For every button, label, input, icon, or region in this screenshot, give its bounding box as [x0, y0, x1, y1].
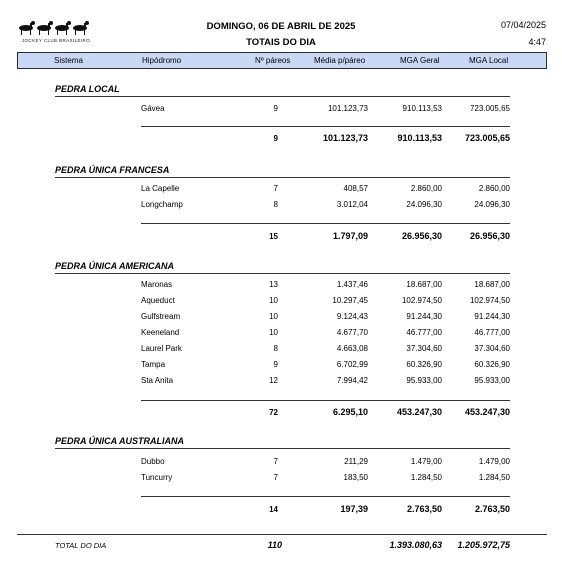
- section-divider: [55, 273, 510, 274]
- row-pareos: 10: [269, 312, 278, 321]
- row-pareos: 8: [273, 200, 278, 209]
- row-mga-geral: 46.777,00: [406, 328, 442, 337]
- subtotal-divider: [141, 496, 510, 497]
- subtotal-mga-local: 453.247,30: [464, 407, 510, 417]
- col-media: Média p/páreo: [314, 56, 366, 65]
- subtotal-media: 197,39: [340, 504, 368, 514]
- row-pareos: 10: [269, 328, 278, 337]
- section-title: PEDRA ÚNICA AMERICANA: [55, 261, 174, 271]
- row-media: 9.124,43: [336, 312, 368, 321]
- row-media: 10.297,45: [332, 296, 368, 305]
- subtotal-mga-local: 723.005,65: [464, 133, 510, 143]
- row-mga-geral: 91.244,30: [406, 312, 442, 321]
- row-mga-geral: 95.933,00: [406, 376, 442, 385]
- row-media: 4.663,08: [336, 344, 368, 353]
- row-mga-geral: 102.974,50: [401, 296, 442, 305]
- section-divider: [55, 448, 510, 449]
- subtotal-mga-geral: 453.247,30: [396, 407, 442, 417]
- total-label: TOTAL DO DIA: [55, 541, 107, 550]
- section-title: PEDRA ÚNICA FRANCESA: [55, 165, 170, 175]
- row-hipodromo: Longchamp: [141, 200, 183, 209]
- row-media: 211,29: [344, 457, 368, 466]
- row-pareos: 7: [273, 473, 278, 482]
- row-pareos: 7: [273, 457, 278, 466]
- row-mga-local: 723.005,65: [469, 104, 510, 113]
- subtotal-media: 101.123,73: [322, 133, 368, 143]
- section-divider: [55, 96, 510, 97]
- row-mga-local: 46.777,00: [474, 328, 510, 337]
- report-subtitle: TOTAIS DO DIA: [246, 37, 316, 48]
- total-mga-local: 1.205.972,75: [457, 540, 510, 550]
- row-hipodromo: Gulfstream: [141, 312, 181, 321]
- total-mga-geral: 1.393.080,63: [389, 540, 442, 550]
- subtotal-media: 1.797,09: [332, 231, 368, 241]
- row-mga-geral: 24.096,30: [406, 200, 442, 209]
- subtotal-pareos: 9: [273, 134, 278, 143]
- row-pareos: 7: [273, 184, 278, 193]
- section-title: PEDRA LOCAL: [55, 84, 120, 94]
- row-hipodromo: Sta Anita: [141, 376, 174, 385]
- row-hipodromo: Laurel Park: [141, 344, 182, 353]
- row-mga-local: 2.860,00: [478, 184, 510, 193]
- row-media: 1.437,46: [336, 280, 368, 289]
- row-mga-geral: 18.687,00: [406, 280, 442, 289]
- col-pareos: Nº páreos: [255, 56, 291, 65]
- row-mga-local: 37.304,60: [474, 344, 510, 353]
- subtotal-pareos: 14: [269, 505, 278, 514]
- row-mga-geral: 37.304,60: [406, 344, 442, 353]
- row-pareos: 10: [269, 296, 278, 305]
- row-media: 183,50: [343, 473, 368, 482]
- row-mga-geral: 1.479,00: [410, 457, 442, 466]
- row-hipodromo: Aqueduct: [141, 296, 175, 305]
- subtotal-mga-geral: 2.763,50: [406, 504, 442, 514]
- row-hipodromo: Dubbo: [141, 457, 165, 466]
- row-media: 4.677,70: [336, 328, 368, 337]
- report-time: 4:47: [528, 37, 546, 47]
- subtotal-divider: [141, 223, 510, 224]
- row-hipodromo: Keeneland: [141, 328, 180, 337]
- row-mga-geral: 2.860,00: [410, 184, 442, 193]
- col-sistema: Sistema: [54, 56, 83, 65]
- row-media: 408,57: [343, 184, 368, 193]
- subtotal-pareos: 15: [269, 232, 278, 241]
- section-title: PEDRA ÚNICA AUSTRALIANA: [55, 436, 184, 446]
- row-mga-geral: 910.113,53: [402, 104, 442, 113]
- row-mga-local: 1.479,00: [478, 457, 510, 466]
- report-date: 07/04/2025: [500, 20, 546, 30]
- row-pareos: 8: [273, 344, 278, 353]
- report-title: DOMINGO, 06 DE ABRIL DE 2025: [206, 21, 356, 32]
- subtotal-mga-geral: 910.113,53: [397, 133, 442, 143]
- logo-text: JOCKEY CLUB BRASILEIRO: [21, 38, 91, 43]
- subtotal-divider: [141, 400, 510, 401]
- col-mga-local: MGA Local: [469, 56, 509, 65]
- row-mga-local: 60.326,90: [474, 360, 510, 369]
- col-mga-geral: MGA Geral: [400, 56, 440, 65]
- row-hipodromo: Maronas: [141, 280, 173, 289]
- column-header: [17, 52, 547, 69]
- col-hipodromo: Hipódromo: [142, 56, 182, 65]
- row-media: 3.012,04: [336, 200, 368, 209]
- row-mga-local: 95.933,00: [474, 376, 510, 385]
- subtotal-mga-local: 2.763,50: [474, 504, 510, 514]
- row-mga-local: 1.284,50: [478, 473, 510, 482]
- subtotal-pareos: 72: [269, 408, 278, 417]
- row-pareos: 13: [269, 280, 278, 289]
- row-hipodromo: Tuncurry: [141, 473, 173, 482]
- subtotal-divider: [141, 126, 510, 127]
- row-hipodromo: Gávea: [141, 104, 165, 113]
- subtotal-media: 6.295,10: [332, 407, 368, 417]
- row-mga-local: 24.096,30: [474, 200, 510, 209]
- row-media: 6.702,99: [336, 360, 368, 369]
- row-mga-geral: 60.326,90: [406, 360, 442, 369]
- row-mga-local: 102.974,50: [469, 296, 510, 305]
- row-mga-geral: 1.284,50: [410, 473, 442, 482]
- row-pareos: 12: [269, 376, 278, 385]
- row-pareos: 9: [273, 104, 278, 113]
- subtotal-mga-local: 26.956,30: [469, 231, 510, 241]
- row-mga-local: 91.244,30: [474, 312, 510, 321]
- row-pareos: 9: [273, 360, 278, 369]
- row-media: 101.123,73: [327, 104, 368, 113]
- row-hipodromo: Tampa: [141, 360, 166, 369]
- total-pareos: 110: [267, 540, 282, 550]
- subtotal-mga-geral: 26.956,30: [401, 231, 442, 241]
- row-mga-local: 18.687,00: [474, 280, 510, 289]
- total-divider: [17, 534, 547, 535]
- row-hipodromo: La Capelle: [141, 184, 180, 193]
- section-divider: [55, 177, 510, 178]
- row-media: 7.994,42: [336, 376, 368, 385]
